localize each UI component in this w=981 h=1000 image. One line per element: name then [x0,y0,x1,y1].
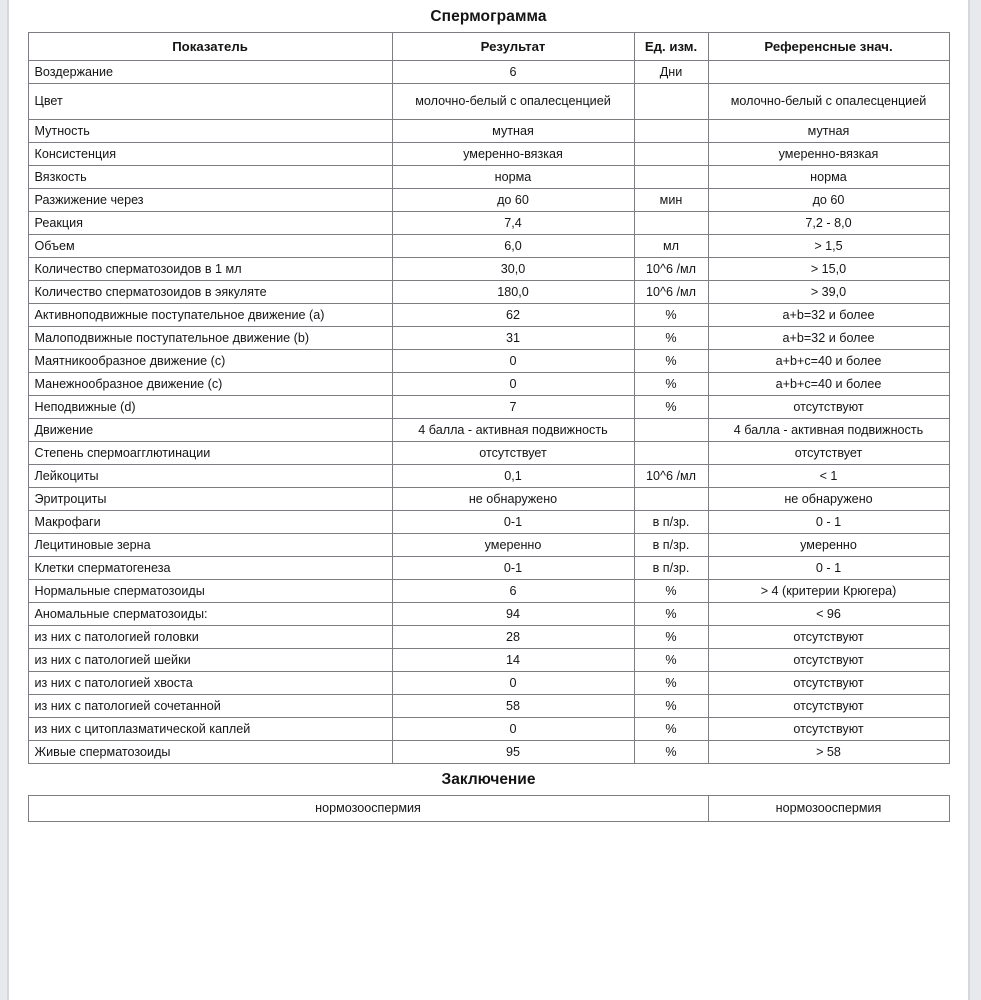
row-cell-parameter: из них с цитоплазматической каплей [28,718,392,741]
row-cell-unit: % [634,350,708,373]
table-row [28,143,949,166]
table-row [28,672,949,695]
row-cell-parameter: Живые сперматозоиды [28,741,392,764]
conclusion-reference: нормозооспермия [708,796,949,822]
row-cell-unit [634,488,708,511]
row-cell-parameter: Лецитиновые зерна [28,534,392,557]
page-title: Спермограмма [430,8,547,25]
row-cell-result: 94 [392,603,634,626]
row-cell-unit: % [634,626,708,649]
conclusion-table [28,795,950,822]
row-cell-reference: отсутствуют [708,718,949,741]
conclusion-result: нормозооспермия [28,796,708,822]
row-cell-reference: мутная [708,120,949,143]
column-header-parameter: Показатель [28,33,392,61]
row-cell-reference: отсутствуют [708,695,949,718]
row-cell-parameter: из них с патологией головки [28,626,392,649]
table-row [28,419,949,442]
row-cell-reference: > 15,0 [708,258,949,281]
row-cell-result: не обнаружено [392,488,634,511]
table-row [28,258,949,281]
row-cell-unit: мин [634,189,708,212]
page-right-margin-strip [970,0,981,1000]
table-row [28,281,949,304]
row-cell-result: 31 [392,327,634,350]
row-cell-unit [634,143,708,166]
row-cell-unit [634,442,708,465]
row-cell-reference: умеренно-вязкая [708,143,949,166]
row-cell-unit: 10^6 /мл [634,281,708,304]
table-row [28,649,949,672]
table-header-row [28,33,949,61]
row-cell-result: 0,1 [392,465,634,488]
row-cell-reference: > 39,0 [708,281,949,304]
row-cell-unit [634,84,708,120]
row-cell-reference: отсутствуют [708,396,949,419]
table-row [28,557,949,580]
table-row [28,626,949,649]
row-cell-result: 58 [392,695,634,718]
row-cell-parameter: Макрофаги [28,511,392,534]
row-cell-unit: % [634,373,708,396]
page-left-margin-strip [0,0,7,1000]
row-cell-parameter: из них с патологией сочетанной [28,695,392,718]
row-cell-unit: в п/зр. [634,511,708,534]
row-cell-result: 0 [392,672,634,695]
row-cell-reference: не обнаружено [708,488,949,511]
row-cell-unit: % [634,327,708,350]
row-cell-parameter: Неподвижные (d) [28,396,392,419]
table-row [28,166,949,189]
row-cell-parameter: Нормальные сперматозоиды [28,580,392,603]
table-row [28,603,949,626]
column-header-result: Результат [392,33,634,61]
column-header-unit: Ед. изм. [634,33,708,61]
table-row [28,212,949,235]
row-cell-parameter: Малоподвижные поступательное движение (b) [28,327,392,350]
row-cell-reference: > 4 (критерии Крюгера) [708,580,949,603]
table-row [28,695,949,718]
row-cell-reference: отсутствует [708,442,949,465]
conclusion-title: Заключение [441,771,536,789]
row-cell-result: 6 [392,61,634,84]
row-cell-result: 6,0 [392,235,634,258]
row-cell-parameter: Активноподвижные поступательное движение (a) [28,304,392,327]
row-cell-unit [634,166,708,189]
row-cell-unit: 10^6 /мл [634,258,708,281]
spermogram-table [28,32,950,764]
row-cell-result: мутная [392,120,634,143]
row-cell-unit: % [634,741,708,764]
row-cell-reference: a+b+c=40 и более [708,373,949,396]
row-cell-result: 28 [392,626,634,649]
table-row [28,488,949,511]
row-cell-parameter: Мутность [28,120,392,143]
row-cell-result: 4 балла - активная подвижность [392,419,634,442]
table-row [28,580,949,603]
table-row [28,396,949,419]
row-cell-unit [634,419,708,442]
table-row [28,327,949,350]
conclusion-row [28,796,949,822]
row-cell-result: 0-1 [392,557,634,580]
row-cell-unit [634,120,708,143]
table-row [28,61,949,84]
row-cell-reference: 4 балла - активная подвижность [708,419,949,442]
column-header-reference: Референсные знач. [708,33,949,61]
row-cell-parameter: Степень спермоагглютинации [28,442,392,465]
row-cell-unit: % [634,304,708,327]
row-cell-unit: % [634,672,708,695]
row-cell-reference: < 1 [708,465,949,488]
row-cell-parameter: Маятникообразное движение (c) [28,350,392,373]
row-cell-parameter: Количество сперматозоидов в эякуляте [28,281,392,304]
row-cell-result: 0 [392,718,634,741]
row-cell-parameter: Количество сперматозоидов в 1 мл [28,258,392,281]
table-row [28,304,949,327]
row-cell-result: 62 [392,304,634,327]
row-cell-parameter: из них с патологией хвоста [28,672,392,695]
row-cell-reference: отсутствуют [708,649,949,672]
table-row [28,718,949,741]
table-row [28,235,949,258]
row-cell-result: 0 [392,350,634,373]
table-row [28,84,949,120]
row-cell-reference: 0 - 1 [708,511,949,534]
row-cell-result: 0-1 [392,511,634,534]
document-content [9,0,968,822]
row-cell-result: 6 [392,580,634,603]
row-cell-reference: > 1,5 [708,235,949,258]
row-cell-parameter: Реакция [28,212,392,235]
page-right-margin-rule [968,0,970,1000]
row-cell-result: 14 [392,649,634,672]
table-row [28,442,949,465]
row-cell-result: 7,4 [392,212,634,235]
row-cell-parameter: Лейкоциты [28,465,392,488]
row-cell-unit: в п/зр. [634,557,708,580]
table-row [28,373,949,396]
row-cell-unit [634,212,708,235]
row-cell-reference: < 96 [708,603,949,626]
row-cell-result: умеренно [392,534,634,557]
row-cell-parameter: Разжижение через [28,189,392,212]
table-row [28,741,949,764]
table-body [28,61,949,764]
row-cell-result: отсутствует [392,442,634,465]
row-cell-parameter: из них с патологией шейки [28,649,392,672]
row-cell-reference [708,61,949,84]
row-cell-reference: до 60 [708,189,949,212]
row-cell-reference: a+b+c=40 и более [708,350,949,373]
table-row [28,534,949,557]
row-cell-parameter: Вязкость [28,166,392,189]
row-cell-reference: норма [708,166,949,189]
table-row [28,120,949,143]
row-cell-parameter: Консистенция [28,143,392,166]
row-cell-result: молочно-белый с опалесценцией [392,84,634,120]
row-cell-parameter: Аномальные сперматозоиды: [28,603,392,626]
row-cell-reference: 7,2 - 8,0 [708,212,949,235]
row-cell-reference: отсутствуют [708,626,949,649]
row-cell-unit: в п/зр. [634,534,708,557]
row-cell-reference: 0 - 1 [708,557,949,580]
row-cell-reference: отсутствуют [708,672,949,695]
row-cell-result: 7 [392,396,634,419]
row-cell-reference: a+b=32 и более [708,327,949,350]
row-cell-reference: молочно-белый с опалесценцией [708,84,949,120]
row-cell-result: 0 [392,373,634,396]
row-cell-unit: % [634,580,708,603]
row-cell-unit: 10^6 /мл [634,465,708,488]
row-cell-result: до 60 [392,189,634,212]
row-cell-parameter: Воздержание [28,61,392,84]
row-cell-parameter: Цвет [28,84,392,120]
row-cell-result: норма [392,166,634,189]
row-cell-reference: умеренно [708,534,949,557]
row-cell-unit: % [634,718,708,741]
row-cell-result: 95 [392,741,634,764]
table-row [28,189,949,212]
row-cell-parameter: Эритроциты [28,488,392,511]
row-cell-unit: % [634,603,708,626]
row-cell-unit: % [634,649,708,672]
table-row [28,511,949,534]
row-cell-parameter: Движение [28,419,392,442]
row-cell-unit: мл [634,235,708,258]
row-cell-unit: Дни [634,61,708,84]
row-cell-parameter: Клетки сперматогенеза [28,557,392,580]
row-cell-result: 30,0 [392,258,634,281]
row-cell-reference: a+b=32 и более [708,304,949,327]
row-cell-parameter: Манежнообразное движение (c) [28,373,392,396]
table-row [28,350,949,373]
row-cell-result: 180,0 [392,281,634,304]
row-cell-unit: % [634,695,708,718]
row-cell-reference: > 58 [708,741,949,764]
table-row [28,465,949,488]
row-cell-result: умеренно-вязкая [392,143,634,166]
row-cell-unit: % [634,396,708,419]
row-cell-parameter: Объем [28,235,392,258]
